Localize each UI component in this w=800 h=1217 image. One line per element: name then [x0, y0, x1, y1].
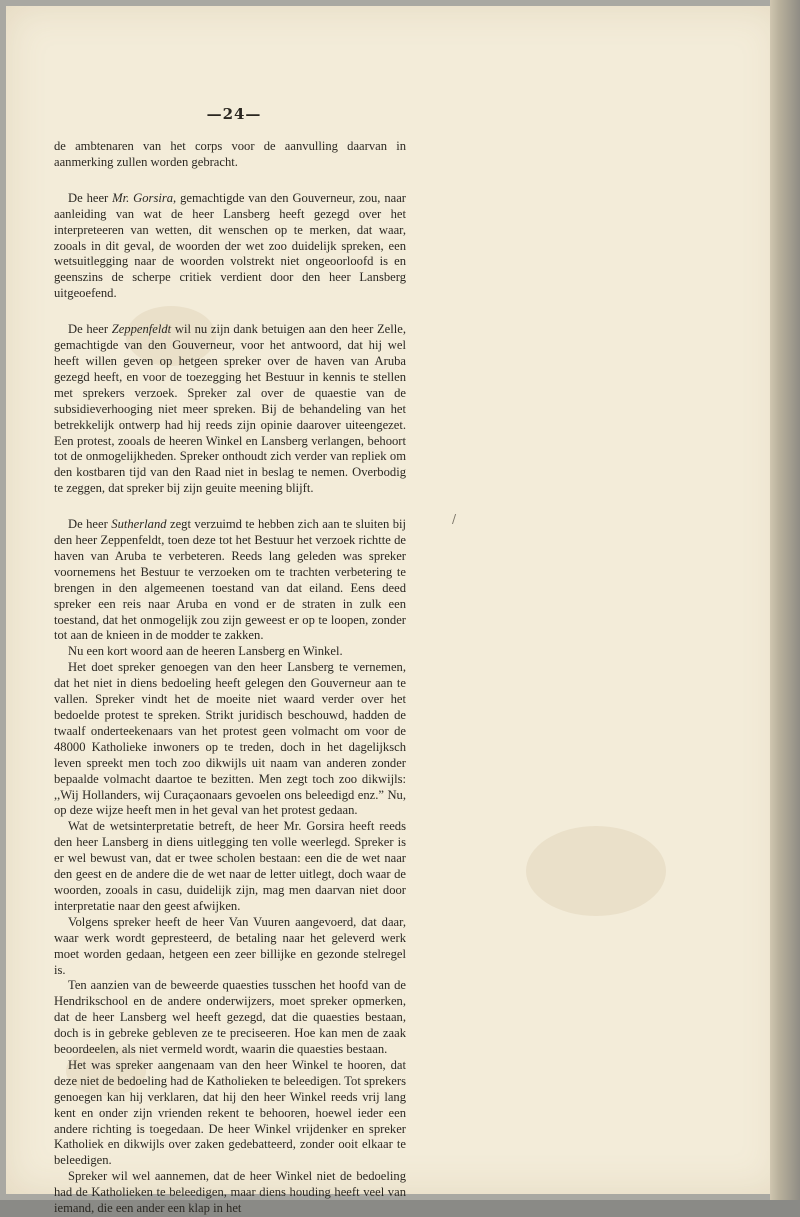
paragraph: Volgens spreker heeft de heer Van Vuuren aangevoerd, dat daar, waar werk wordt gepresteerd, de betaling naar het geleverd werk moet worden gedaan, hetgeen een zeer billijke en gezonde stelregel is. [54, 914, 406, 977]
document-page [6, 6, 783, 1216]
paragraph: Wat de wetsinterpretatie betreft, de heer Mr. Gorsira heeft reeds den heer Lansberg in diens uitlegging ten volle weerlegd. Spreker is er wel bewust van, dat er twee scholen bestaan: een die de wet naar den geest en de andere die de wet naar de letter uitlegt, doch waar de woorden, zooals in casu, duidelijk zijn, mag men daarvan niet door interpretatie naar den geest afwijken. [54, 819, 406, 913]
margin-mark: / [452, 512, 457, 526]
paragraph: Nu een kort woord aan de heeren Lansberg en Winkel. [68, 644, 343, 659]
paragraph-lead: De heer [68, 517, 112, 532]
paragraph-body: zegt verzuimd te hebben zich aan te sluiten bij den heer Zeppenfeldt, toen deze tot het Bestuur het verzoek richtte de haven van Aruba te verbeteren. Reeds lang geleden was spreker voornemens het Bestuur te verzoeken om te trachten verbetering te brengen in den algemeenen toestand van dat eiland. Eens deed spreker een reis naar Aruba en vond er de straten in zulk een toestand, dat het onmogelijk zou zijn geweest er op te loopen, zonder tot aan de knieen in de modder te zakken. [54, 517, 406, 643]
paragraph: Het was spreker aangenaam van den heer Winkel te hooren, dat deze niet de bedoeling had de Katholieken te beleedigen. Tot sprekers genoegen kan hij verklaren, dat hij den heer Winkel reeds vrij lang kent en onder zijn vrienden rekent te behooren, hoewel ieder een andere richting is toegedaan. De heer Winkel vrijdenker en spreker Katholiek en dikwijls over zaken gedebatteerd, zonder ooit elkaar te beleedigen. [54, 1057, 406, 1168]
paragraph: Het doet spreker genoegen van den heer Lansberg te vernemen, dat het niet in diens bedoeling heeft gelegen den Gouverneur aan te vallen. Spreker vindt het de moeite niet waard verder over het bedoelde protest te spreken. Strikt juridisch beschouwd, hadden de twaalf onderteekenaars van het protest geen volmacht om voor de 48000 Katholieke inwoners op te treden, doch in het dagelijksch leven spreekt men toch zoo dikwijls uit naam van anderen zonder bepaalde volmacht daartoe te bezitten. Men zegt toch zoo dikwijls: ,,Wij Hollanders, wij Curaçaonaars gevoelen ons beleedigd enz.” Nu, op deze wijze heeft men in het geval van het protest gedaan. [54, 660, 406, 818]
paragraph-lead: De heer [68, 190, 113, 205]
page-fold-edge [770, 0, 800, 1200]
paragraph: Ten aanzien van de beweerde quaesties tusschen het hoofd van de Hendrikschool en de andere onderwijzers, moet spreker opmerken, dat de heer Lansberg wel heeft gezegd, dat die quaesties bestaan, doch is in gebreke gebleven ze te preciseeren. Hoe kan men de zaak beoordeelen, als niet vermeld wordt, waarin die quaesties bestaan. [54, 978, 406, 1057]
body-text [54, 139, 406, 1217]
page-number: —24— [206, 105, 262, 123]
paragraph-lead: De heer [68, 322, 112, 337]
paragraph-body: wil nu zijn dank betuigen aan den heer Zelle, gemachtigde van den Gouverneur, voor het antwoord, dat hij wel heeft willen geven op hetgeen spreker over de haven van Aruba gezegd heeft, en voor de toezegging het Bestuur in kennis te stellen met sprekers verzoek. Spreker zal over de quaestie van de subsidieverhooging niet meer spreken. Bij de behandeling van het betrekkelijk ontwerp had hij reeds zijn opinie daarover uiteengezet. Een protest, zooals de heeren Winkel en Lansberg verlangen, behoort tot de onmogelijkheden. Spreker onthoudt zich verder van repliek om den kostbaren tijd van den Raad niet in beslag te nemen. Overbodig te zeggen, dat spreker bij zijn geuite meening blijft. [54, 322, 406, 496]
paragraph-final: Spreker wil wel aannemen, dat de heer Winkel niet de bedoeling had de Katholieken te beleedigen, maar diens houding heeft veel van iemand, die een ander een klap in het [54, 1169, 406, 1216]
speaker-name: Sutherland [111, 517, 167, 532]
paragraph-continuation: de ambtenaren van het corps voor de aanvulling daarvan in aanmerking zullen worden gebracht. [54, 139, 406, 169]
speaker-name: Zeppenfeldt [111, 322, 172, 337]
paragraph-zeppenfeldt [54, 322, 406, 497]
paragraph-body: gemachtigde van den Gouverneur, zou, naar aanleiding van wat de heer Lansberg heeft gezegd over het interpreteeren van wetten, dit wenschen op te merken, dat waar, zooals in dit geval, de woorden der wet zoo duidelijk spreken, een wetsuitlegging naar de woorden volstrekt niet ongeoorloofd is en geenszins de scherpe critiek verdient door den heer Lansberg uitgeoefend. [54, 190, 406, 301]
paper-stain [526, 826, 666, 916]
speaker-name: Mr. Gorsira, [112, 190, 177, 205]
paragraph-gorsira [54, 191, 406, 302]
paragraph-sutherland [54, 517, 406, 644]
